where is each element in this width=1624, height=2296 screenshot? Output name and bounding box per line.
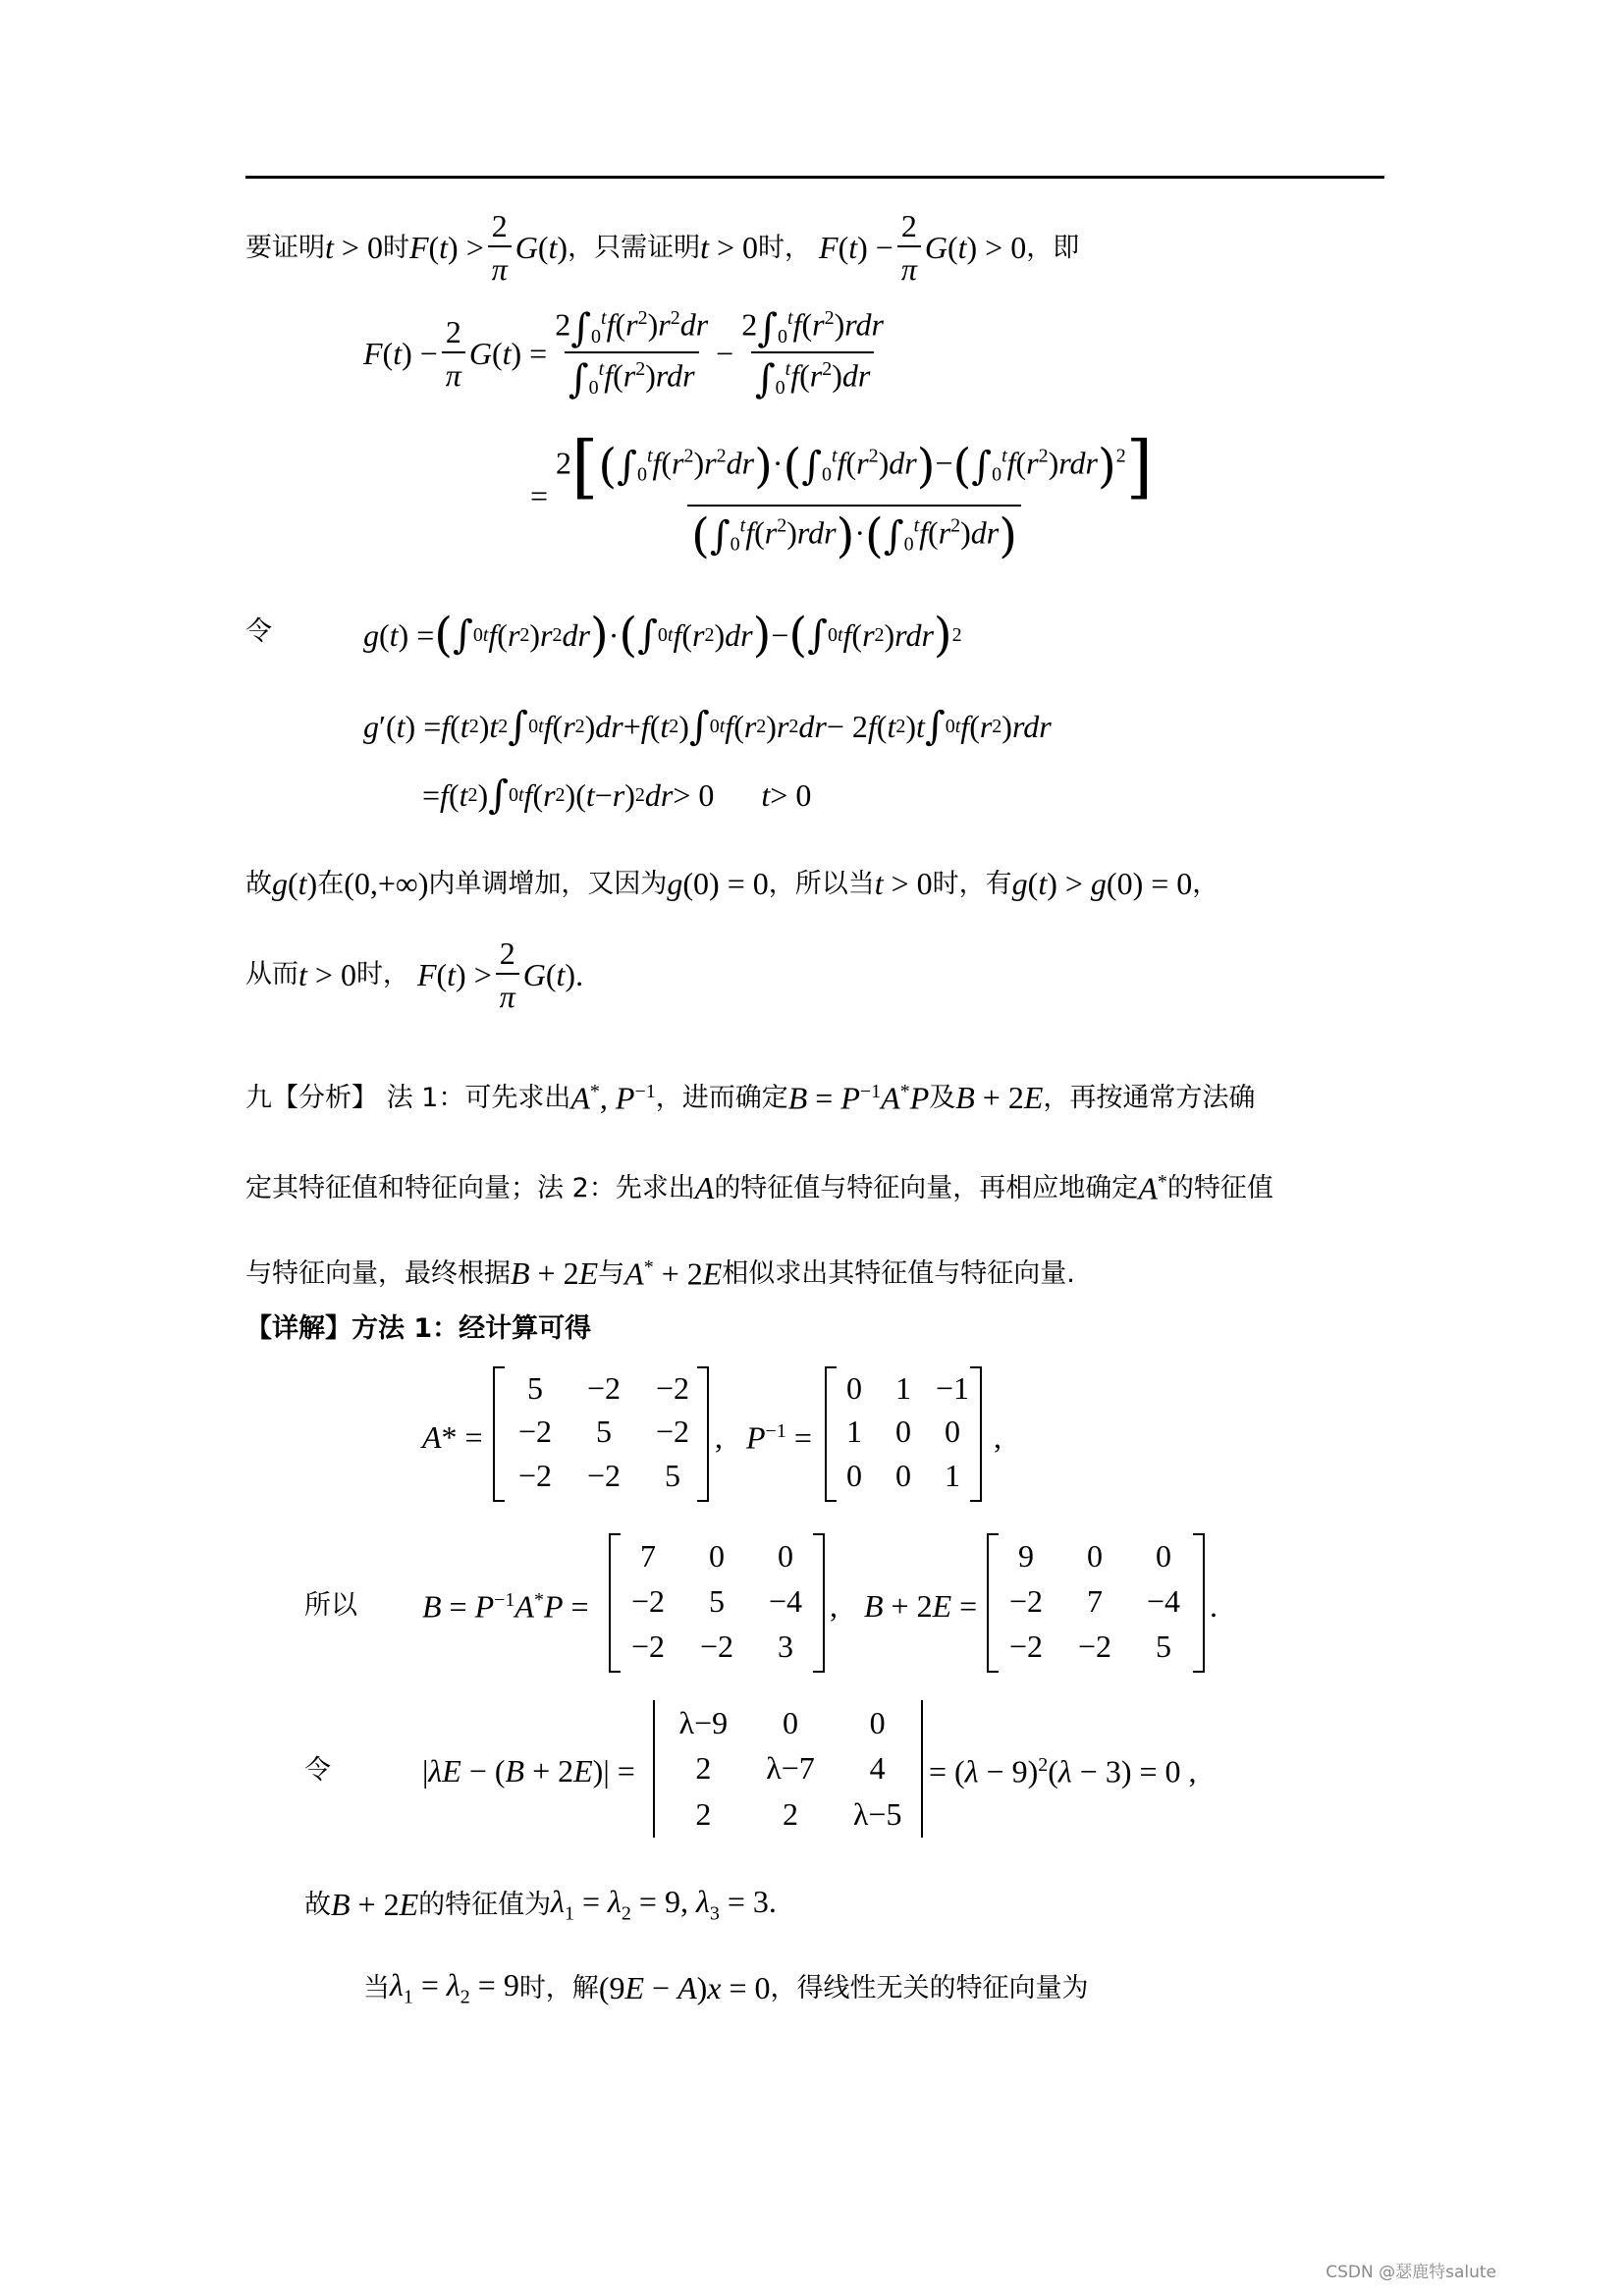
matrix-cell: 0	[782, 1704, 798, 1740]
line-prove-statement: 要证明 t > 0 时 F(t) > $\frac{2}{\pi}$ G(t) ，只需证明 t > 0 时， F(t) − $\frac{2}{\pi}$ G(t) > 0 ，即	[245, 208, 1080, 287]
matrix-cell: 5	[596, 1414, 612, 1450]
comma-1: ,	[715, 1419, 723, 1455]
let-label-2: 令	[304, 1755, 331, 1786]
matrix-cell: 0	[895, 1414, 911, 1450]
B-right-bracket	[813, 1533, 825, 1673]
label-B-equals: $B = P^{-1}A^*P$ =	[422, 1588, 589, 1625]
matrix-cell: λ−9	[678, 1704, 729, 1740]
matrix-cell: −2	[1008, 1628, 1044, 1664]
equation-g-derivative-2: = f ( t 2 ) ∫ 0 t f ( r 2 )( t − r ) 2 dr > 0 t > 0	[422, 773, 812, 818]
comma-3: ,	[830, 1588, 838, 1624]
section-9-analysis-1: 九【分析】 法 1：可先求出 A*, $P^{-1}$ ，进而确定 $B = P^{-1}A^*P$ 及 B + 2E ，再按通常方法确	[245, 1080, 1256, 1116]
label-A-star: A* =	[422, 1419, 483, 1455]
line-eigenvalues: 故 B + 2E 的特征值为 $\lambda_1 = \lambda_2 = 9$, $\lambda_3 = 3$.	[304, 1883, 777, 1925]
csdn-watermark: CSDN @瑟鹿特salute	[1326, 2263, 1496, 2282]
matrix-B	[614, 1533, 820, 1669]
matrix-cell: −2	[586, 1458, 622, 1494]
matrix-cell: 5	[665, 1458, 680, 1494]
det-left-bar	[653, 1700, 655, 1838]
matrix-cell: −2	[630, 1582, 666, 1619]
matrix-cell: 2	[695, 1750, 712, 1787]
matrix-cell: −4	[768, 1582, 803, 1619]
matrix-cell: 3	[778, 1628, 793, 1664]
matrix-cell: −2	[655, 1414, 690, 1450]
matrix-cell: −2	[517, 1458, 553, 1494]
line-conclusion: 从而 t > 0 时， F(t) > $\frac{2}{\pi}$ G(t).	[245, 934, 584, 1014]
matrix-cell: −2	[630, 1628, 666, 1664]
label-char-det: |λE − (B + 2E)| =	[422, 1753, 635, 1789]
matrix-cell: λ−7	[766, 1750, 815, 1787]
matrix-cell: 4	[869, 1750, 886, 1787]
line-monotonic: 故 g(t) 在 (0,+∞) 内单调增加，又因为 g(0) = 0 ，所以当 t > 0 时，有 g(t) > g(0) = 0 ，	[245, 866, 1219, 901]
P-inverse-right-bracket	[970, 1366, 982, 1502]
matrix-cell: −2	[1008, 1582, 1044, 1619]
matrix-cell: 7	[1087, 1582, 1103, 1619]
matrix-cell: 7	[640, 1537, 656, 1574]
matrix-determinant	[660, 1700, 921, 1838]
line-eigenvectors: 当 $\lambda_1 = \lambda_2 = 9$ 时，解 (9E − A)x = 0 ，得线性无关的特征向量为	[363, 1966, 1089, 2008]
char-polynomial: = $(\lambda - 9)^2(\lambda - 3) = 0$ ,	[929, 1753, 1197, 1789]
matrix-cell: −2	[1077, 1628, 1112, 1664]
detail-heading: 【详解】方法 1：经计算可得	[245, 1313, 592, 1344]
det-right-bar	[921, 1700, 923, 1838]
matrix-cell: −2	[586, 1369, 622, 1406]
matrix-cell: 0	[1087, 1537, 1103, 1574]
matrix-cell: 5	[1156, 1628, 1171, 1664]
matrix-cell: 0	[846, 1369, 862, 1406]
matrix-cell: −2	[517, 1414, 553, 1450]
matrix-cell: 9	[1018, 1537, 1034, 1574]
equation-g-derivative-1: g ′( t ) = f ( t 2 ) t 2 ∫ 0 t f ( r 2 ) dr + f ( t 2 ) ∫ 0 t f ( r 2 ) r 2 dr − 2 f ( t 2 ) t ∫ 0 t f ( r 2 ) rdr	[363, 704, 1052, 749]
matrix-cell: 5	[709, 1582, 725, 1619]
equation-difference-2: = $\frac{2[(\int_0^tf(r^2)r^2dr)\cdot(\int_0^tf(r^2)dr)-(\int_0^tf(r^2)rdr)^2]}{(\int_0^tf(r^2)rdr)\cdot(\int_0^tf(r^2)dr)}$	[530, 426, 1154, 563]
header-rule	[245, 176, 1384, 179]
matrix-P-inverse	[830, 1366, 977, 1498]
section-9-analysis-2: 定其特征值和特征向量；法 2：先求出 A 的特征值与特征向量，再相应地确定 A* 的特征值	[245, 1170, 1273, 1206]
matrix-cell: 2	[782, 1796, 798, 1833]
matrix-cell: 1	[846, 1414, 862, 1450]
matrix-cell: 0	[709, 1537, 725, 1574]
let-label-1: 令	[245, 616, 272, 647]
matrix-cell: 2	[695, 1796, 712, 1833]
B-plus-2E-right-bracket	[1193, 1533, 1205, 1673]
matrix-cell: −1	[935, 1369, 970, 1406]
label-suoyi: 所以	[304, 1590, 357, 1621]
matrix-cell: λ−5	[852, 1796, 902, 1833]
label-P-inverse: $P^{-1}$ =	[746, 1419, 812, 1456]
matrix-cell: −2	[655, 1369, 690, 1406]
matrix-cell: 1	[895, 1369, 911, 1406]
matrix-cell: 0	[846, 1458, 862, 1494]
matrix-B-plus-2E	[992, 1533, 1198, 1669]
matrix-cell: 0	[945, 1414, 960, 1450]
matrix-cell: 0	[1156, 1537, 1171, 1574]
A-star-right-bracket	[697, 1366, 709, 1502]
matrix-cell: 0	[895, 1458, 911, 1494]
equation-difference-1: F(t) − $\frac{2}{\pi}$ G(t) = $\frac{2\int_0^tf(r^2)r^2dr}{\int_0^tf(r^2)rdr}$ − $\frac{2\int_0^tf(r^2)rdr}{\int_0^tf(r^2)dr}$	[363, 305, 884, 402]
period-1: .	[1210, 1588, 1218, 1624]
section-9-analysis-3: 与特征向量，最终根据 B + 2E 与 A* + 2E 相似求出其特征值与特征向量.	[245, 1255, 1075, 1292]
matrix-cell: −2	[699, 1628, 734, 1664]
label-B-plus-2E: B + 2E =	[864, 1588, 978, 1624]
equation-g-definition: g ( t ) = ( ∫ 0 t f ( r 2 ) r 2 dr ) · ( ∫ 0 t f ( r 2 ) dr ) − ( ∫ 0 t f ( r 2 ) rdr ) 2	[363, 608, 962, 663]
comma-2: ,	[994, 1419, 1001, 1455]
matrix-cell: 0	[869, 1704, 886, 1740]
matrix-cell: −4	[1146, 1582, 1181, 1619]
matrix-A-star	[501, 1366, 707, 1498]
matrix-cell: 5	[527, 1369, 543, 1406]
matrix-cell: 1	[945, 1458, 960, 1494]
matrix-cell: 0	[778, 1537, 793, 1574]
